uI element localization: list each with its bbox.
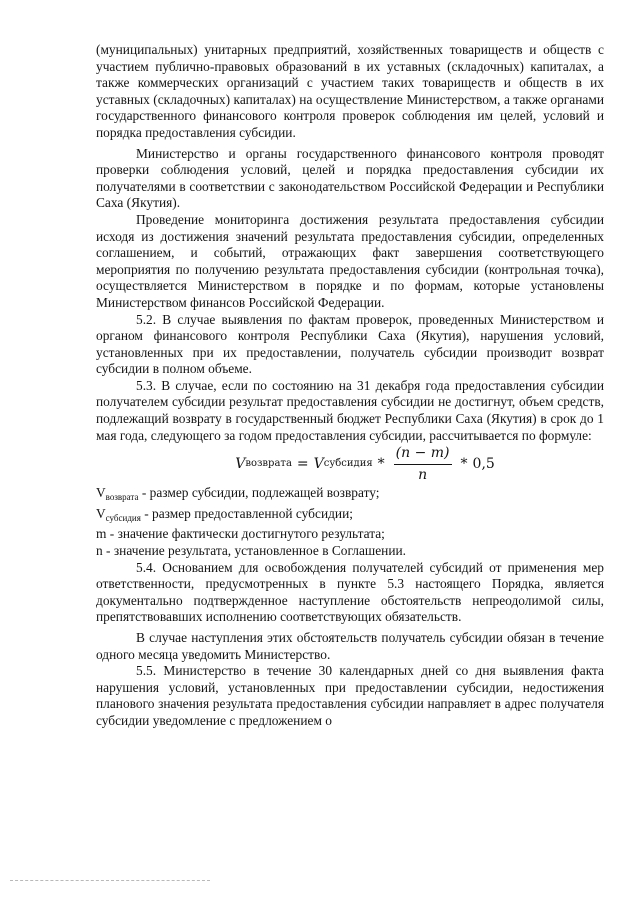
paragraph-inspections: Министерство и органы государственного финансового контроля проводят проверки соблюдения условий, целей и порядка предоставления субсидии их получателями в соответствии с законодательством Российской Федерации и Республики Саха (Якутия).	[96, 145, 604, 211]
formula-coefficient: 0,5	[472, 455, 495, 472]
formula-numerator: (n − m)	[395, 445, 450, 462]
document-body	[96, 42, 604, 730]
formula-denominator: n	[418, 466, 428, 483]
formula-rhs-subscript: субсидия	[323, 457, 373, 469]
definition-text: - значение результата, установленное в Соглашении.	[102, 543, 407, 559]
formula-multiply-1: *	[377, 455, 385, 472]
formula-lhs-subscript: возврата	[245, 457, 292, 469]
paragraph-continuation: (муниципальных) унитарных предприятий, хозяйственных товариществ и обществ с участием публично-правовых образований в их уставных (складочных) капиталах, а также коммерческих организаций с участием таких товариществ и обществ в их уставных (складочных) капиталах) на осуществление Министерством, а также органами государственного финансового контроля проверок соблюдения им целей, условий и порядка предоставления субсидии.	[96, 42, 604, 140]
clause-5-3: 5.3. В случае, если по состоянию на 31 декабря года предоставления субсидии получателем субсидии результат предоставления субсидии не достигнут, объем средств, подлежащий возврату в государственный бюджет Республики Саха (Якутия) в срок до 1 мая года, следующего за годом предоставления субсидии, рассчитывается по формуле:	[96, 377, 604, 443]
clause-5-2: 5.2. В случае выявления по фактам проверок, проведенных Министерством и органом финансового контроля Республики Саха (Якутия), нарушения условий, установленных при их предоставлении, получатель субсидии производит возврат субсидии в полном объеме.	[96, 311, 604, 377]
definition-text: - размер субсидии, подлежащей возврату;	[138, 485, 380, 501]
definition-v-return	[96, 485, 604, 506]
formula-fraction	[394, 445, 452, 483]
definition-n	[96, 543, 604, 560]
scan-artifact-line	[10, 880, 210, 881]
definition-subscript: возврата	[105, 492, 139, 503]
return-formula	[126, 444, 604, 484]
clause-5-4: 5.4. Основанием для освобождения получателей субсидий от применения мер ответственности, предусмотренных в пункте 5.3 настоящего Порядка, является документально подтвержденное наступление обстоятельств непреодолимой силы, препятствовавших исполнению соответствующих обязательств.	[96, 559, 604, 625]
formula-equals: =	[296, 455, 309, 472]
formula-multiply-2: *	[460, 455, 468, 472]
definition-text: - размер предоставленной субсидии;	[140, 505, 353, 521]
definition-v-subsidy	[96, 506, 604, 527]
paragraph-notification: В случае наступления этих обстоятельств получатель субсидии обязан в течение одного месяца уведомить Министерство.	[96, 630, 604, 662]
formula-rhs-symbol: V	[313, 455, 324, 472]
definition-m	[96, 526, 604, 543]
definition-symbol: V	[96, 485, 106, 501]
definition-symbol: V	[96, 505, 106, 521]
formula-lhs-symbol: V	[235, 455, 246, 472]
definition-symbol: m	[96, 526, 107, 542]
definition-subscript: субсидия	[105, 512, 141, 523]
definition-text: - значение фактически достигнутого результата;	[106, 526, 385, 542]
paragraph-monitoring: Проведение мониторинга достижения результата предоставления субсидии исходя из достижения значений результата предоставления субсидии, определенных соглашением, и событий, отражающих факт завершения соответствующего мероприятия по получению результата предоставления субсидии (контрольная точка), осуществляется Министерством в порядке и по формам, которые установлены Министерством финансов Российской Федерации.	[96, 211, 604, 310]
definition-symbol: n	[96, 543, 103, 559]
clause-5-5: 5.5. Министерство в течение 30 календарных дней со дня выявления факта нарушения условий, установленных при предоставлении субсидии, недостижения планового значения результата предоставления субсидии направляет в адрес получателя субсидии уведомление с предложением о	[96, 663, 604, 728]
